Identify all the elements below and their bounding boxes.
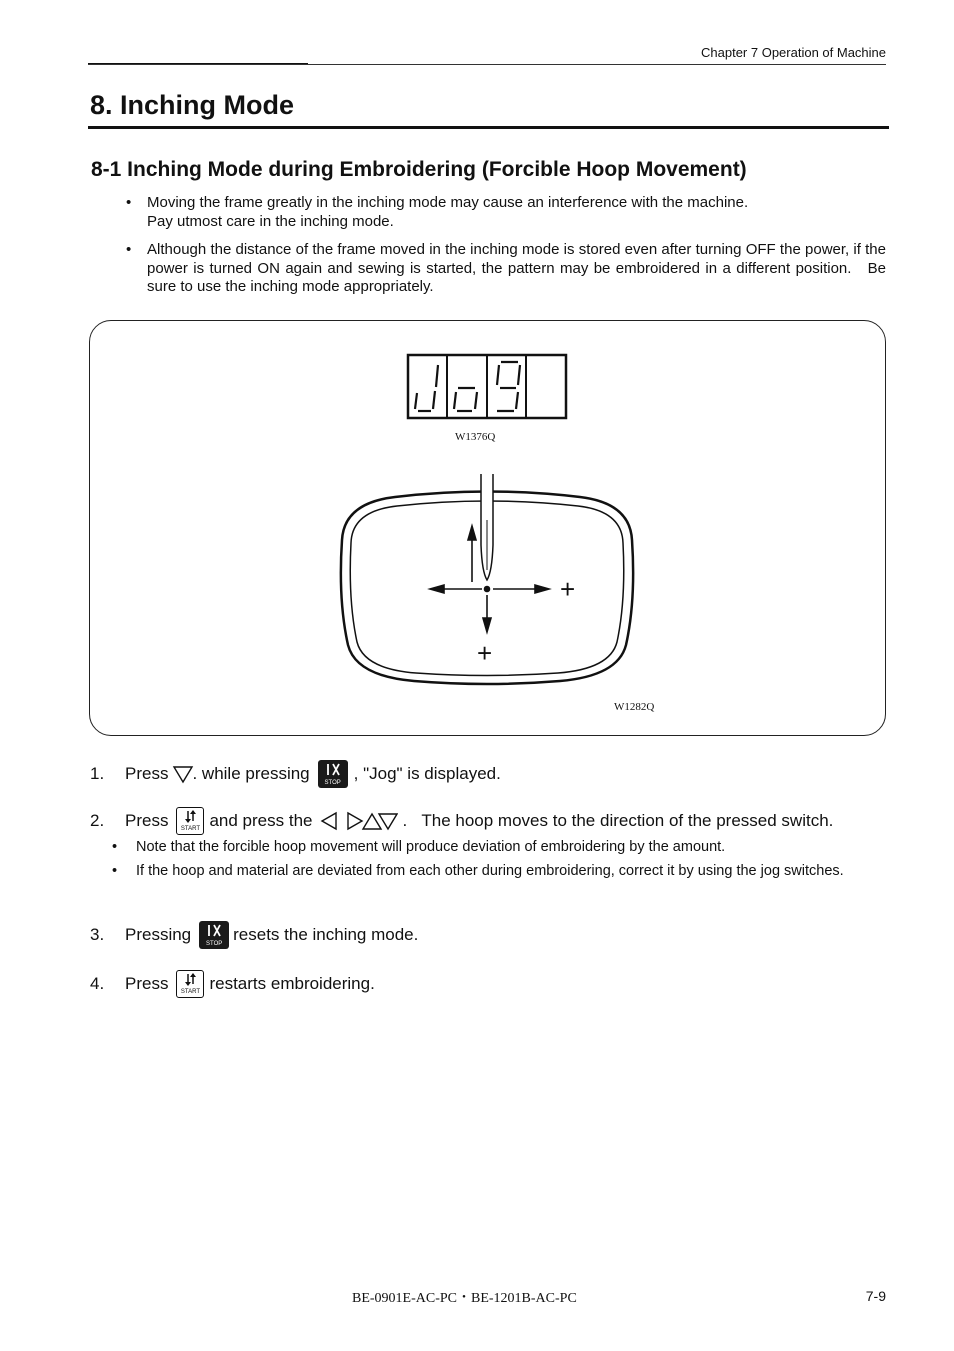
caution-text: Moving the frame greatly in the inching mode may cause an interference with the machine. xyxy=(147,194,749,211)
down-key-icon xyxy=(172,764,194,784)
step-2-notes xyxy=(112,838,887,886)
step-number: 3. xyxy=(90,925,105,944)
footer-model: BE-0901E-AC-PC・BE-1201B-AC-PC xyxy=(352,1291,577,1306)
step-number: 1. xyxy=(90,764,105,783)
plus-direction-y: + xyxy=(477,638,493,668)
stop-key-label: STOP xyxy=(206,941,223,947)
step-text: and press the xyxy=(209,811,313,830)
start-key-label: START xyxy=(180,826,201,832)
bullet-mark: • xyxy=(112,839,118,855)
hoop-figure-code: W1282Q xyxy=(614,701,655,713)
step-number: 2. xyxy=(90,811,105,830)
caution-text: Pay utmost care in the inching mode. xyxy=(147,212,394,230)
step-text: resets the inching mode. xyxy=(233,925,419,944)
note-item xyxy=(112,862,887,880)
start-key-label: START xyxy=(180,989,201,995)
step-text: Press xyxy=(125,974,169,993)
page-number: 7-9 xyxy=(865,1288,886,1304)
step-text: Press xyxy=(125,764,169,783)
stop-key-icon xyxy=(318,760,348,788)
note-text: If the hoop and material are deviated from each other during embroidering, correct it by using the jog switches. xyxy=(136,863,844,879)
note-text: Note that the forcible hoop movement will produce deviation of embroidering by the amount. xyxy=(136,839,726,855)
start-key-icon xyxy=(176,970,204,998)
plus-direction-x: + xyxy=(560,574,576,604)
step-3 xyxy=(90,920,418,950)
step-1 xyxy=(90,760,501,788)
step-text: Pressing xyxy=(125,925,192,944)
jog-display xyxy=(408,355,566,418)
section-title: 8-1 Inching Mode during Embroidering (Forcible Hoop Movement) xyxy=(91,158,747,181)
needle xyxy=(481,474,493,580)
step-4 xyxy=(90,969,375,999)
step-text: . while pressing xyxy=(192,764,310,783)
step-text: . The hoop moves to the direction of the pressed switch. xyxy=(402,811,834,830)
bullet-mark: • xyxy=(126,241,132,258)
step-text: , "Jog" is displayed. xyxy=(353,764,501,783)
chapter-header: Chapter 7 Operation of Machine xyxy=(701,45,886,60)
step-2 xyxy=(90,806,833,836)
start-key-icon xyxy=(176,807,204,835)
caution-text: Although the distance of the frame moved in the inching mode is stored even after turning OFF the power, if the power is turned ON again and sewing is started, the pattern may be embroidered in a different position. Be sure to use the inching mode appropriately. xyxy=(147,241,886,295)
step-number: 4. xyxy=(90,974,105,993)
stop-key-icon xyxy=(199,921,229,949)
bullet-mark: • xyxy=(126,194,132,211)
note-item xyxy=(112,838,887,856)
jog-keys-icon xyxy=(320,811,398,831)
stop-key-label: STOP xyxy=(324,780,341,786)
step-text: Press xyxy=(125,811,169,830)
bullet-mark: • xyxy=(112,863,118,879)
step-text: restarts embroidering. xyxy=(209,974,375,993)
display-figure-code: W1376Q xyxy=(455,431,496,443)
page-title: 8. Inching Mode xyxy=(90,90,295,120)
